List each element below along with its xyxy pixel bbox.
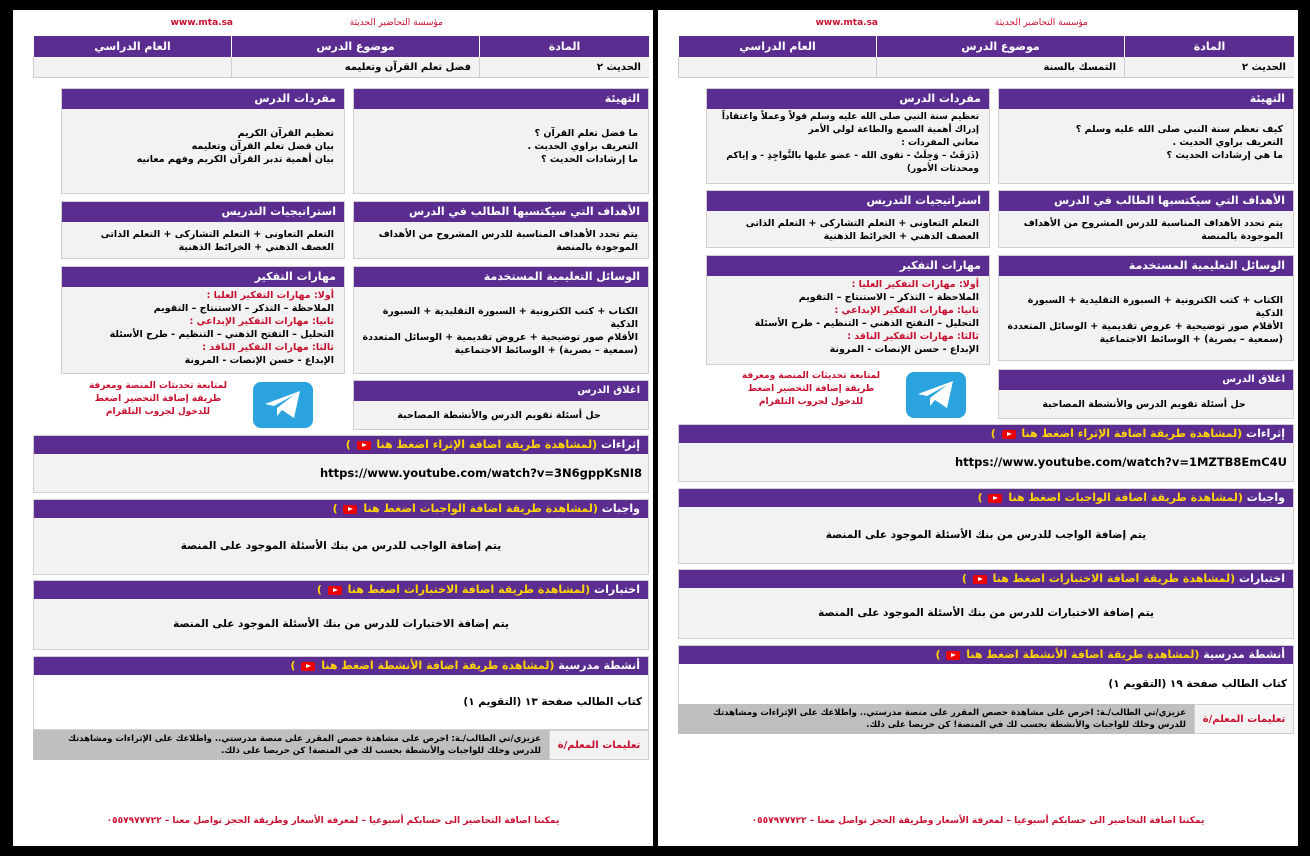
skills-line: الملاحظة – التذكر – الاستنتاج – التقويم bbox=[798, 292, 979, 303]
homework-title: واجبات bbox=[601, 502, 640, 515]
exams-text: يتم إضافة الاختبارات للدرس من بنك الأسئلة الموجود على المنصة bbox=[173, 618, 509, 630]
telegram-promo[interactable] bbox=[736, 370, 886, 409]
skills-heading: ثانيا: مهارات التفكير الإبداعي : bbox=[189, 316, 334, 327]
tools-box bbox=[353, 266, 649, 374]
lesson-page-right bbox=[658, 10, 1298, 846]
activities-title: أنشطة مدرسية bbox=[558, 659, 640, 672]
youtube-icon bbox=[988, 494, 1002, 503]
enrichment-url[interactable]: https://www.youtube.com/watch?v=3N6gppKsNI8 bbox=[319, 466, 642, 480]
homework-text: يتم إضافة الواجب للدرس من بنك الأسئلة الموجود على المنصة bbox=[825, 529, 1147, 541]
closing-title: اغلاق الدرس bbox=[999, 370, 1293, 390]
link-text: (لمشاهدة طريقة اضافة الأنشطة اضغط هنا bbox=[321, 659, 555, 672]
link-close: ) bbox=[290, 659, 296, 672]
teacher-line: واطلاعك على الإثراءات ومشاهدتك للدرس وحلك للواجبات والأنشطة بحسب لك في المنصة! كن حريصا على ذلك. bbox=[713, 708, 1186, 730]
subject-value: الحديث ٢ bbox=[1124, 57, 1294, 78]
closing-box bbox=[998, 369, 1294, 419]
intro-line: ما إرشادات الحديث ؟ bbox=[541, 154, 638, 165]
vocab-title: مفردات الدرس bbox=[62, 89, 344, 109]
vocab-line: إدراك أهمية السمع والطاعة لولي الأمر bbox=[808, 125, 979, 135]
link-text: (لمشاهدة طريقة اضافة الواجبات اضغط هنا bbox=[363, 502, 598, 515]
link-text: (لمشاهدة طريقة اضافة الواجبات اضغط هنا bbox=[1008, 491, 1243, 504]
telegram-icon[interactable] bbox=[906, 372, 966, 418]
homework-section bbox=[678, 488, 1294, 564]
year-value bbox=[33, 57, 231, 78]
youtube-icon bbox=[301, 662, 315, 671]
closing-box bbox=[353, 380, 649, 430]
skills-heading: ثانيا: مهارات التفكير الإبداعي : bbox=[834, 305, 979, 316]
telegram-promo[interactable] bbox=[83, 380, 233, 419]
activities-section bbox=[33, 656, 649, 730]
skills-heading: ثالثا: مهارات التفكير الناقد : bbox=[202, 342, 334, 353]
teacher-line: واطلاعك على الإثراءات ومشاهدتك للدرس وحلك للواجبات والأنشطة بحسب لك في المنصة! كن حريصا على ذلك. bbox=[68, 734, 541, 756]
youtube-icon bbox=[343, 505, 357, 514]
enrichment-url[interactable]: https://www.youtube.com/watch?v=1MZTB8EmC4U bbox=[954, 455, 1287, 469]
tools-title: الوسائل التعليمية المستخدمة bbox=[999, 256, 1293, 276]
vocab-box bbox=[706, 88, 990, 184]
promo-line: لمتابعة تحديثات المنصة bbox=[125, 381, 228, 391]
homework-title: واجبات bbox=[1246, 491, 1285, 504]
strategies-line: العصف الذهني + الخرائط الذهنية bbox=[178, 242, 334, 253]
vocab-line: معاني المفردات : bbox=[901, 138, 979, 148]
intro-line: كيف نعظم سنة النبي صلى الله عليه وسلم ؟ bbox=[1075, 124, 1283, 135]
homework-text: يتم إضافة الواجب للدرس من بنك الأسئلة الموجود على المنصة bbox=[180, 540, 502, 552]
promo-line: اضغط للدخول لجروب التلقرام bbox=[94, 394, 211, 417]
teacher-line: عزيزي/تي الطالب/ـة: احرص على مشاهدة حصص المقرر على منصة مدرستي.. bbox=[214, 734, 541, 744]
site-link[interactable]: www.mta.sa bbox=[815, 18, 878, 28]
tools-title: الوسائل التعليمية المستخدمة bbox=[354, 267, 648, 287]
intro-box bbox=[353, 88, 649, 194]
vocab-line: تعظيم القرآن الكريم bbox=[237, 128, 334, 139]
intro-line: التعريف براوي الحديث . bbox=[527, 141, 638, 152]
skills-line: الإبداع - حسن الإنصات - المرونة bbox=[184, 355, 334, 366]
skills-heading: ثالثا: مهارات التفكير الناقد : bbox=[847, 331, 979, 342]
exams-help-link[interactable] bbox=[962, 572, 1235, 585]
youtube-icon bbox=[328, 586, 342, 595]
closing-text: حل أسئلة تقويم الدرس والأنشطة المصاحبة bbox=[1042, 399, 1246, 410]
link-close: ) bbox=[961, 572, 967, 585]
strategies-line: العصف الذهني + الخرائط الذهنية bbox=[823, 231, 979, 242]
intro-box bbox=[998, 88, 1294, 184]
skills-title: مهارات التفكير bbox=[707, 256, 989, 276]
exams-section bbox=[33, 580, 649, 650]
intro-line: التعريف براوي الحديث . bbox=[1172, 137, 1283, 148]
intro-line: ما فضل تعلم القرآن ؟ bbox=[534, 128, 638, 139]
teacher-line: عزيزي/تي الطالب/ـة: احرص على مشاهدة حصص المقرر على منصة مدرستي.. bbox=[859, 708, 1186, 718]
strategies-box bbox=[61, 201, 345, 259]
link-close: ) bbox=[345, 438, 351, 451]
enrichment-help-link[interactable] bbox=[346, 438, 598, 451]
activities-text: كتاب الطالب صفحة ١٩ (التقويم ١) bbox=[1108, 678, 1287, 690]
page-header bbox=[678, 18, 1278, 32]
teacher-label: تعليمات المعلم/ة bbox=[1194, 704, 1294, 734]
exams-title: اختبارات bbox=[594, 583, 640, 596]
exams-section bbox=[678, 569, 1294, 639]
year-value bbox=[678, 57, 876, 78]
subject-value: الحديث ٢ bbox=[479, 57, 649, 78]
teacher-notes bbox=[678, 704, 1294, 734]
lesson-meta-table bbox=[33, 36, 649, 78]
youtube-icon bbox=[357, 441, 371, 450]
skills-title: مهارات التفكير bbox=[62, 267, 344, 287]
link-close: ) bbox=[977, 491, 983, 504]
year-header: العام الدراسي bbox=[33, 36, 231, 57]
teacher-label: تعليمات المعلم/ة bbox=[549, 730, 649, 760]
exams-title: اختبارات bbox=[1239, 572, 1285, 585]
year-header: العام الدراسي bbox=[678, 36, 876, 57]
page-header bbox=[33, 18, 633, 32]
topic-header: موضوع الدرس bbox=[876, 36, 1124, 57]
activities-section bbox=[678, 645, 1294, 705]
intro-title: التهيئة bbox=[354, 89, 648, 109]
subject-header: المادة bbox=[1124, 36, 1294, 57]
strategies-title: استراتيجيات التدريس bbox=[62, 202, 344, 222]
tools-line: (سمعية – بصرية) + الوسائط الاجتماعية bbox=[1099, 334, 1283, 345]
telegram-icon[interactable] bbox=[253, 382, 313, 428]
tools-line: الأقلام صور توضيحية + عروض تقديمية + الوسائل المتعددة bbox=[1007, 321, 1283, 332]
youtube-icon bbox=[1002, 430, 1016, 439]
goals-text: يتم تحدد الأهداف المناسبة للدرس المشروح من الأهداف الموجودة بالمنصة bbox=[378, 229, 638, 253]
skills-line: الإبداع - حسن الإنصات - المرونة bbox=[829, 344, 979, 355]
org-name: مؤسسة التحاضير الحديثة bbox=[349, 18, 443, 28]
link-text: (لمشاهدة طريقة اضافة الاختبارات اضغط هنا bbox=[992, 572, 1236, 585]
promo-line: ومعرفة طريقة إضافة التحضير bbox=[88, 381, 222, 404]
topic-value: التمسك بالسنة bbox=[876, 57, 1124, 78]
teacher-notes bbox=[33, 730, 649, 760]
promo-line: اضغط للدخول لجروب التلقرام bbox=[747, 384, 864, 407]
skills-line: التحليل – التفتح الذهني – التنظيم - طرح الأسئلة bbox=[109, 329, 334, 340]
tools-line: الكتاب + كتب الكترونية + السبورة التقليدية + السبورة الذكية bbox=[1027, 295, 1283, 319]
skills-box bbox=[61, 266, 345, 374]
link-text: (لمشاهدة طريقة اضافة الإثراء اضغط هنا bbox=[1021, 427, 1243, 440]
skills-line: الملاحظة – التذكر – الاستنتاج – التقويم bbox=[153, 303, 334, 314]
topic-value: فضل تعلم القرآن وتعليمه bbox=[231, 57, 479, 78]
goals-title: الأهداف التي سيكتسبها الطالب في الدرس bbox=[999, 191, 1293, 211]
goals-box bbox=[353, 201, 649, 259]
strategies-title: استراتيجيات التدريس bbox=[707, 191, 989, 211]
closing-text: حل أسئلة تقويم الدرس والأنشطة المصاحبة bbox=[397, 410, 601, 421]
tools-line: (سمعية – بصرية) + الوسائط الاجتماعية bbox=[454, 345, 638, 356]
link-close: ) bbox=[935, 648, 941, 661]
site-link[interactable]: www.mta.sa bbox=[170, 18, 233, 28]
intro-title: التهيئة bbox=[999, 89, 1293, 109]
vocab-line: تعظيم سنة النبي صلى الله عليه وسلم قولاً وعملاً واعتقاداً bbox=[721, 112, 979, 122]
subject-header: المادة bbox=[479, 36, 649, 57]
homework-section bbox=[33, 499, 649, 575]
homework-help-link[interactable] bbox=[333, 502, 598, 515]
skills-heading: أولا: مهارات التفكير العليا : bbox=[851, 279, 979, 290]
strategies-line: التعلم التعاونى + التعلم التشاركى + التعلم الذاتى bbox=[745, 218, 979, 229]
activities-help-link[interactable] bbox=[291, 659, 555, 672]
link-text: (لمشاهدة طريقة اضافة الاختبارات اضغط هنا bbox=[347, 583, 591, 596]
tools-line: الكتاب + كتب الكترونية + السبورة التقليدية + السبورة الذكية bbox=[382, 306, 638, 330]
skills-line: التحليل – التفتح الذهني – التنظيم - طرح الأسئلة bbox=[754, 318, 979, 329]
promo-line: لمتابعة تحديثات المنصة bbox=[778, 371, 881, 381]
enrichment-title: إثراءات bbox=[601, 438, 640, 451]
intro-line: ما هي إرشادات الحديث ؟ bbox=[1166, 150, 1283, 161]
activities-help-link[interactable] bbox=[936, 648, 1200, 661]
tools-line: الأقلام صور توضيحية + عروض تقديمية + الوسائل المتعددة bbox=[362, 332, 638, 343]
goals-box bbox=[998, 190, 1294, 248]
vocab-line: بيان أهمية تدبر القرآن الكريم وفهم معانيه bbox=[136, 154, 334, 165]
vocab-line: ومحدثات الأمور) bbox=[906, 164, 979, 174]
enrichment-section bbox=[678, 424, 1294, 482]
tools-box bbox=[998, 255, 1294, 361]
activities-title: أنشطة مدرسية bbox=[1203, 648, 1285, 661]
link-close: ) bbox=[990, 427, 996, 440]
strategies-line: التعلم التعاونى + التعلم التشاركى + التعلم الذاتى bbox=[100, 229, 334, 240]
enrichment-section bbox=[33, 435, 649, 493]
link-text: (لمشاهدة طريقة اضافة الإثراء اضغط هنا bbox=[376, 438, 598, 451]
enrichment-title: إثراءات bbox=[1246, 427, 1285, 440]
page-footer: يمكننا اضافة التحاضير الى حسابكم أسبوعيا – لمعرفة الأسعار وطريقة الحجز تواصل معنا – ٠٥٥٧٩٧٧٧٢٢ bbox=[751, 816, 1205, 826]
org-name: مؤسسة التحاضير الحديثة bbox=[994, 18, 1088, 28]
closing-title: اغلاق الدرس bbox=[354, 381, 648, 401]
goals-text: يتم تحدد الأهداف المناسبة للدرس المشروح من الأهداف الموجودة بالمنصة bbox=[1023, 218, 1283, 242]
skills-box bbox=[706, 255, 990, 365]
lesson-page-left bbox=[13, 10, 653, 846]
youtube-icon bbox=[946, 651, 960, 660]
goals-title: الأهداف التي سيكتسبها الطالب في الدرس bbox=[354, 202, 648, 222]
link-text: (لمشاهدة طريقة اضافة الأنشطة اضغط هنا bbox=[966, 648, 1200, 661]
page-footer: يمكننا اضافة التحاضير الى حسابكم أسبوعيا – لمعرفة الأسعار وطريقة الحجز تواصل معنا – ٠٥٥٧٩٧٧٧٢٢ bbox=[106, 816, 560, 826]
homework-help-link[interactable] bbox=[978, 491, 1243, 504]
vocab-line: بيان فضل تعلم القرآن وتعليمه bbox=[191, 141, 334, 152]
activities-text: كتاب الطالب صفحة ١٣ (التقويم ١) bbox=[463, 696, 642, 708]
link-close: ) bbox=[316, 583, 322, 596]
strategies-box bbox=[706, 190, 990, 248]
vocab-box bbox=[61, 88, 345, 194]
vocab-line: (ذَرَفَتْ – وَجِلَتْ - تقوى الله - عضو عليها بالنَّواجِذِ - و إياكم bbox=[726, 151, 979, 161]
topic-header: موضوع الدرس bbox=[231, 36, 479, 57]
promo-line: ومعرفة طريقة إضافة التحضير bbox=[741, 371, 875, 394]
vocab-title: مفردات الدرس bbox=[707, 89, 989, 109]
link-close: ) bbox=[332, 502, 338, 515]
skills-heading: أولا: مهارات التفكير العليا : bbox=[206, 290, 334, 301]
youtube-icon bbox=[973, 575, 987, 584]
exams-help-link[interactable] bbox=[317, 583, 590, 596]
lesson-meta-table bbox=[678, 36, 1294, 78]
exams-text: يتم إضافة الاختبارات للدرس من بنك الأسئلة الموجود على المنصة bbox=[818, 607, 1154, 619]
enrichment-help-link[interactable] bbox=[991, 427, 1243, 440]
